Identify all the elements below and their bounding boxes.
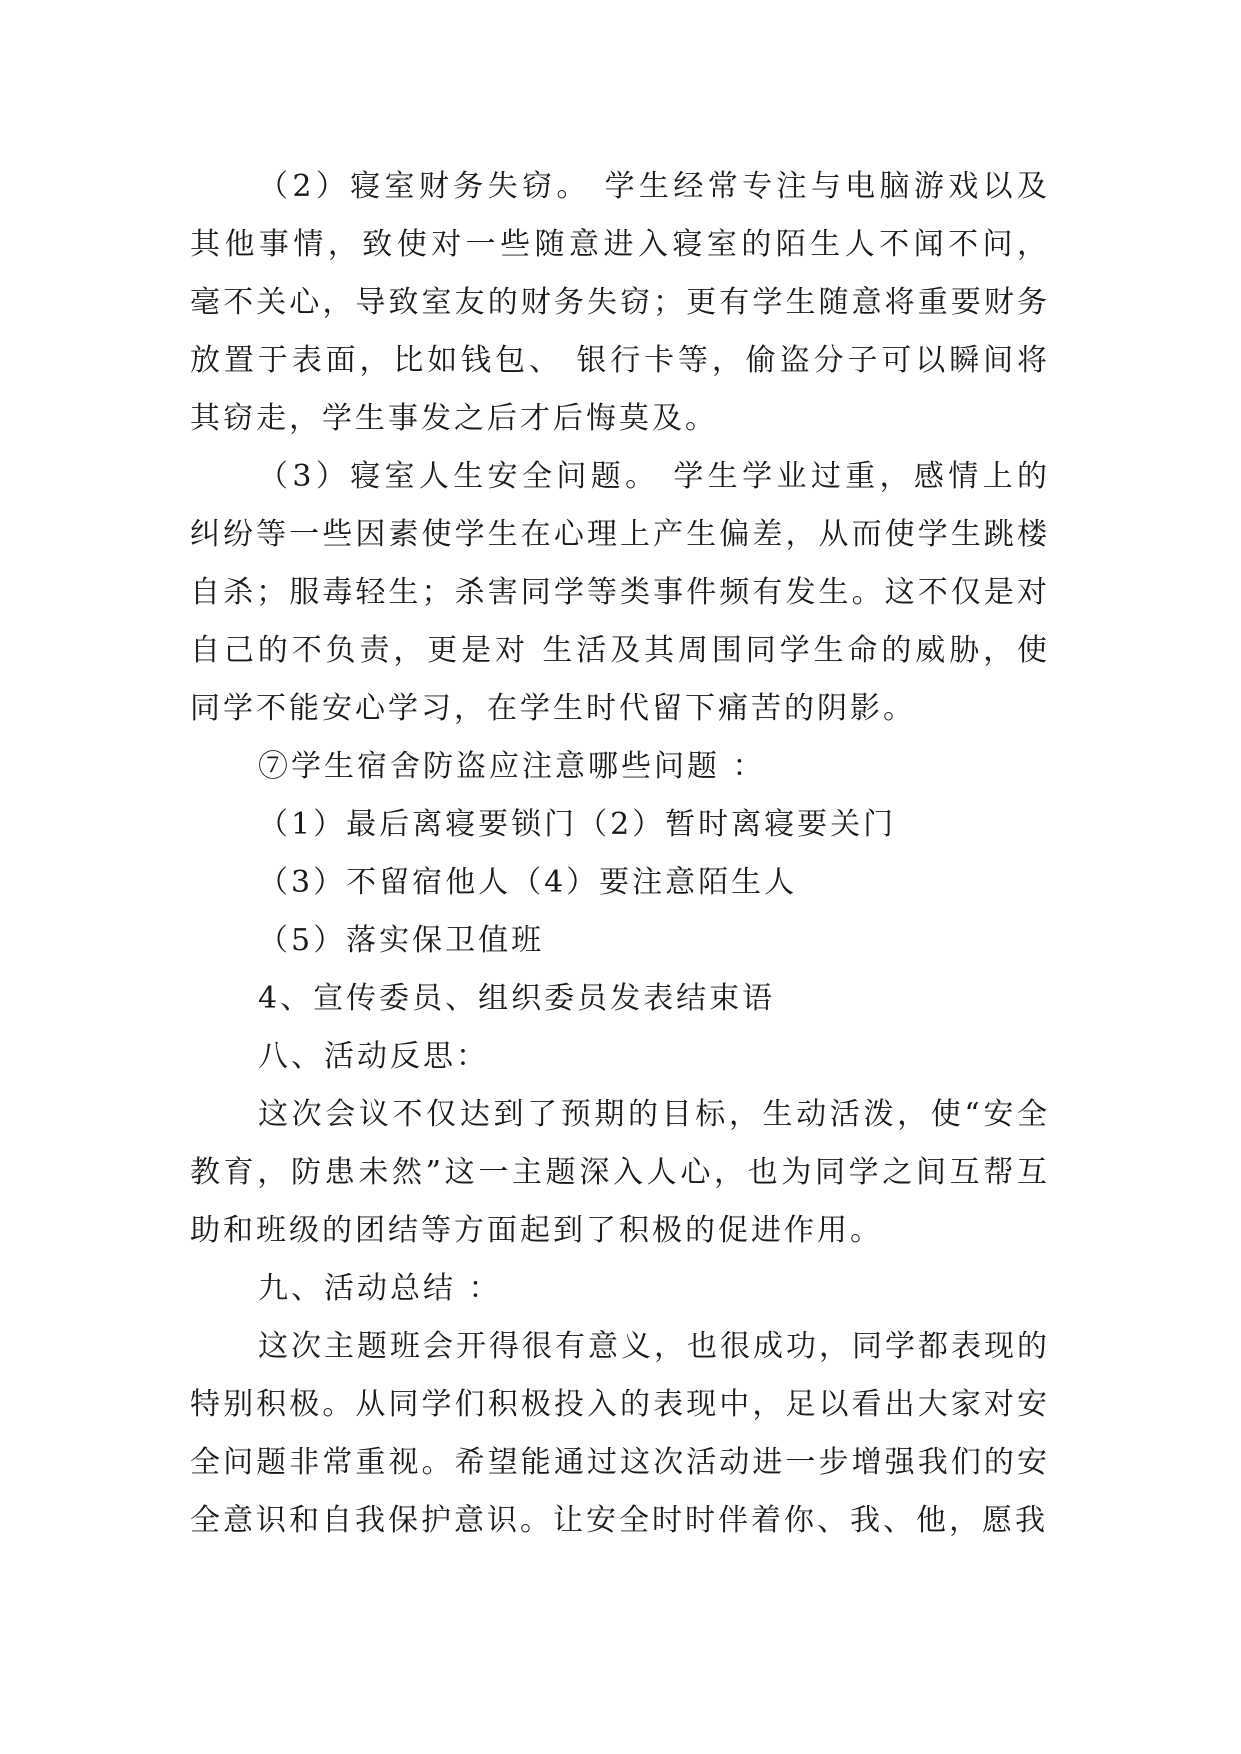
tip-line-1: （1）最后离寝要锁门（2）暂时离寝要关门 [258,807,897,842]
paragraph-dorm-theft: （2）寝室财务失窃。 学生经常专注与电脑游戏以及其他事情，致使对一些随意进入寝室的陌生人不闻不问， 毫不关心，导致室友的财务失窃；更有学生随意将重要财务放置于表面，比如钱包、 银行卡等，偷盗分子可以瞬间将其窃走，学生事发之后才后悔莫及。 [190,169,1050,436]
tip-line-2: （3）不留宿他人（4）要注意陌生人 [258,865,798,900]
document-body [190,158,1050,1550]
closing-remarks-line: 4、宣传委员、组织委员发表结束语 [258,981,776,1016]
tip-line-3: （5）落实保卫值班 [258,923,545,958]
heading-reflection: 八、活动反思： [258,1039,489,1074]
paragraph-reflection: 这次会议不仅达到了预期的目标，生动活泼，使“安全教育，防患未然”这一主题深入人心，也为同学之间互帮互助和班级的团结等方面起到了积极的促进作用。 [190,1097,1050,1248]
paragraph-summary: 这次主题班会开得很有意义，也很成功，同学都表现的特别积极。从同学们积极投入的表现中，足以看出大家对安全问题非常重视。希望能通过这次活动进一步增强我们的安全意识和自我保护意识。让安全时时伴着你、我、他，愿我 [190,1329,1050,1538]
heading-anti-theft-tips: ⑦学生宿舍防盗应注意哪些问题 ： [258,749,766,784]
heading-summary: 九、活动总结 ： [258,1271,502,1306]
paragraph-dorm-safety: （3）寝室人生安全问题。 学生学业过重，感情上的纠纷等一些因素使学生在心理上产生偏差，从而使学生跳楼自杀；服毒轻生；杀害同学等类事件频有发生。这不仅是对自己的不负责，更是对 生活及其周围同学生命的威胁，使同学不能安心学习，在学生时代留下痛苦的阴影。 [190,459,1050,726]
